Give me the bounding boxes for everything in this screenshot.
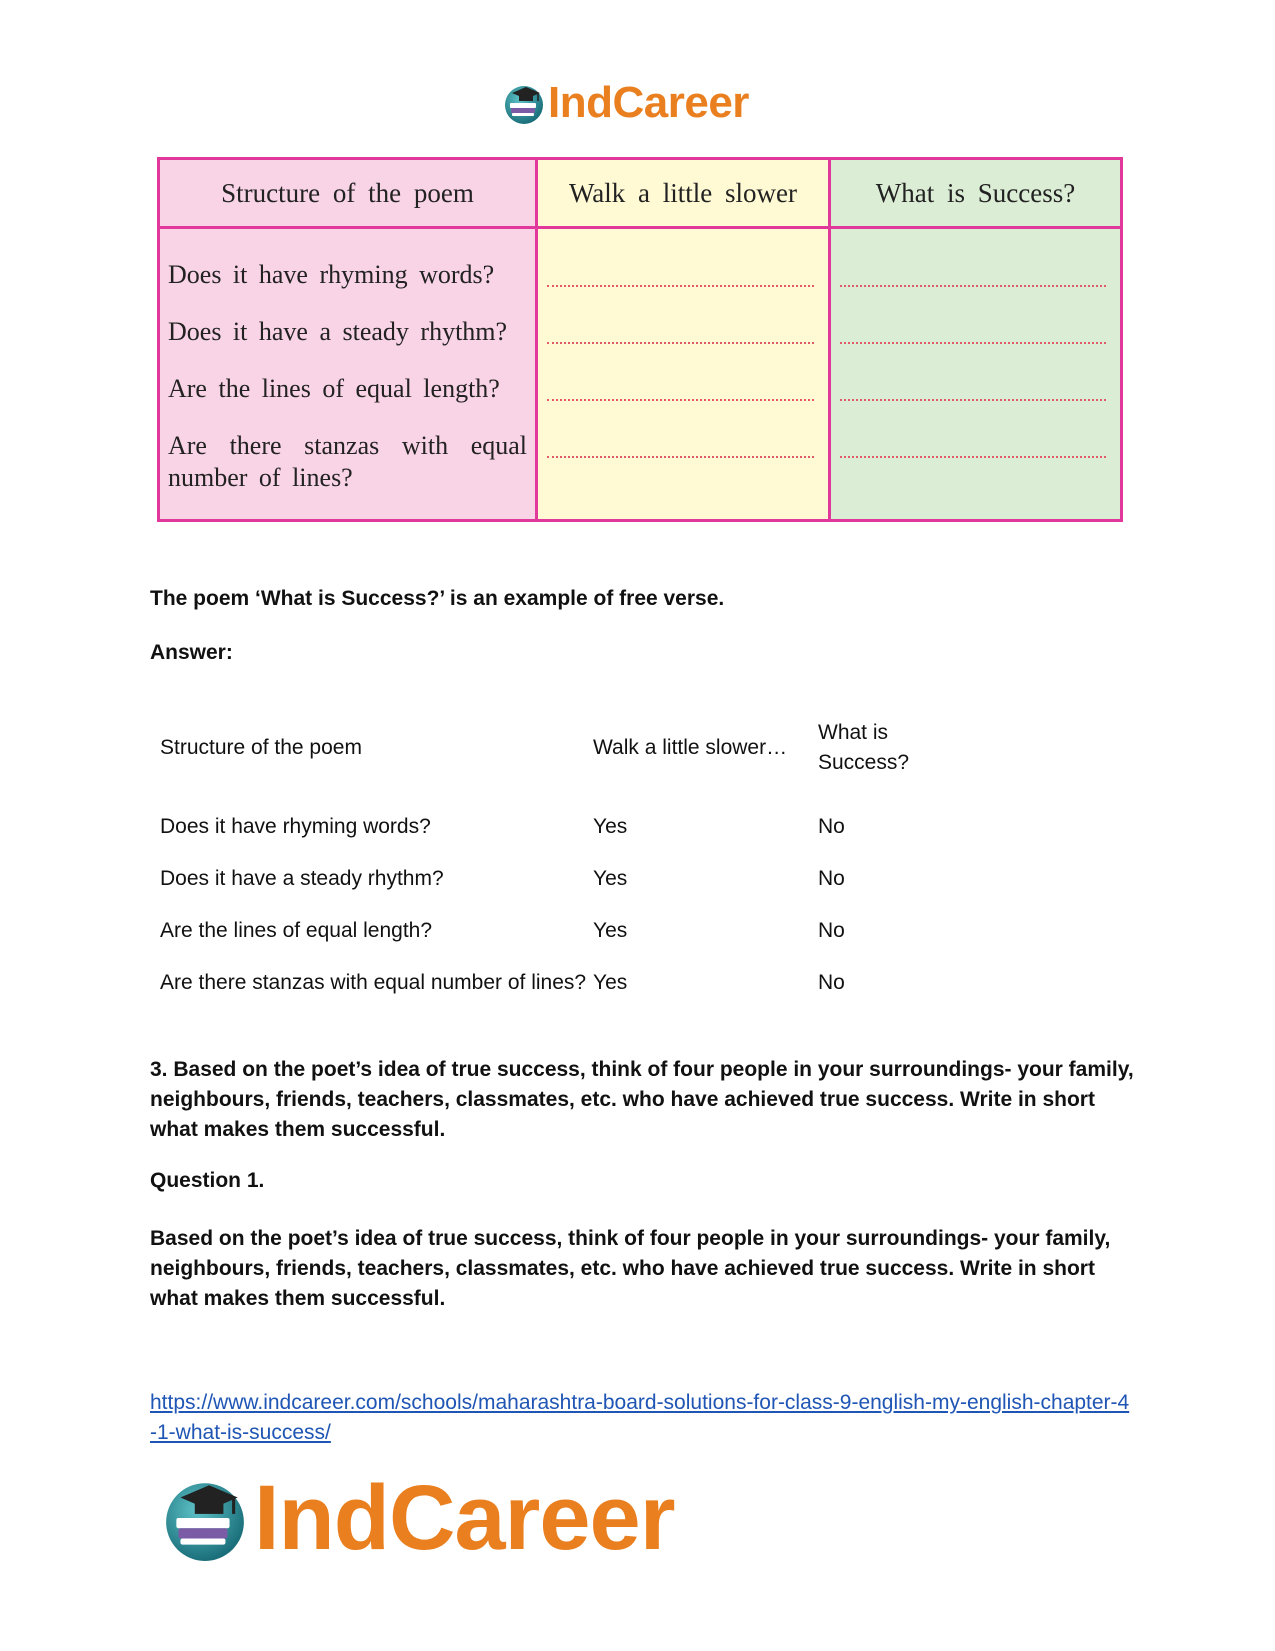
answer-header-walk: Walk a little slower… — [593, 736, 788, 759]
graduation-globe-icon — [502, 81, 546, 125]
textbook-header-success: What is Success? — [828, 160, 1120, 229]
dotted-answer-line — [547, 259, 814, 316]
textbook-structure-table — [157, 157, 1123, 522]
answer-header-structure: Structure of the poem — [160, 736, 362, 759]
answer-header-success: What is Success? — [818, 721, 910, 774]
answer-table — [160, 700, 980, 998]
answer-success-value: No — [818, 919, 845, 942]
answer-success-value: No — [818, 867, 845, 890]
textbook-question: Are there stanzas with equal number of lines? — [168, 431, 527, 492]
source-link[interactable]: https://www.indcareer.com/schools/maharashtra-board-solutions-for-class-9-english-my-english-chapter-4-1-what-is-success/ — [150, 1391, 1130, 1444]
textbook-question: Are the lines of equal length? — [168, 374, 500, 403]
indcareer-logo-top — [502, 78, 749, 128]
textbook-header-walk: Walk a little slower — [535, 160, 828, 229]
answer-question: Are the lines of equal length? — [160, 919, 433, 942]
dotted-answer-line — [840, 259, 1106, 316]
textbook-question: Does it have rhyming words? — [168, 260, 495, 289]
textbook-header-structure: Structure of the poem — [160, 160, 535, 229]
table-row — [160, 864, 980, 916]
table-row — [160, 812, 980, 864]
textbook-question-column — [160, 229, 535, 519]
answer-walk-value: Yes — [593, 919, 628, 942]
textbook-answer-column-success — [828, 229, 1120, 519]
question-1-text: Based on the poet’s idea of true success, think of four people in your surroundings- your family, neighbours, friends, teachers, classmates, etc. who have achieved true success. Write in short what makes them successful. — [150, 1227, 1111, 1310]
graduation-globe-icon — [160, 1473, 250, 1563]
dotted-answer-line — [840, 373, 1106, 430]
answer-question: Are there stanzas with equal number of lines? — [160, 971, 587, 994]
dotted-answer-line — [547, 316, 814, 373]
table-row — [160, 968, 980, 998]
answer-walk-value: Yes — [593, 867, 628, 890]
textbook-question: Does it have a steady rhythm? — [168, 317, 508, 346]
dotted-answer-line — [840, 316, 1106, 373]
indcareer-logo-bottom — [160, 1468, 675, 1568]
answer-label: Answer: — [150, 641, 233, 664]
answer-walk-value: Yes — [593, 971, 628, 994]
answer-success-value: No — [818, 815, 845, 838]
table-row — [160, 916, 980, 968]
logo-wordmark: IndCareer — [254, 1466, 675, 1569]
textbook-answer-column-walk — [535, 229, 828, 519]
answer-walk-value: Yes — [593, 815, 628, 838]
answer-question: Does it have rhyming words? — [160, 815, 431, 838]
question-3: 3. Based on the poet’s idea of true success, think of four people in your surroundings- your family, neighbours, friends, teachers, classmates, etc. who have achieved true success. Write in short what makes them successful. — [150, 1058, 1134, 1141]
answer-question: Does it have a steady rhythm? — [160, 867, 444, 890]
logo-wordmark: IndCareer — [548, 78, 749, 127]
dotted-answer-line — [840, 430, 1106, 487]
dotted-answer-line — [547, 430, 814, 487]
question-1-label: Question 1. — [150, 1169, 265, 1192]
dotted-answer-line — [547, 373, 814, 430]
answer-table-header — [160, 700, 980, 796]
intro-statement: The poem ‘What is Success?’ is an example of free verse. — [150, 587, 725, 610]
answer-success-value: No — [818, 971, 845, 994]
